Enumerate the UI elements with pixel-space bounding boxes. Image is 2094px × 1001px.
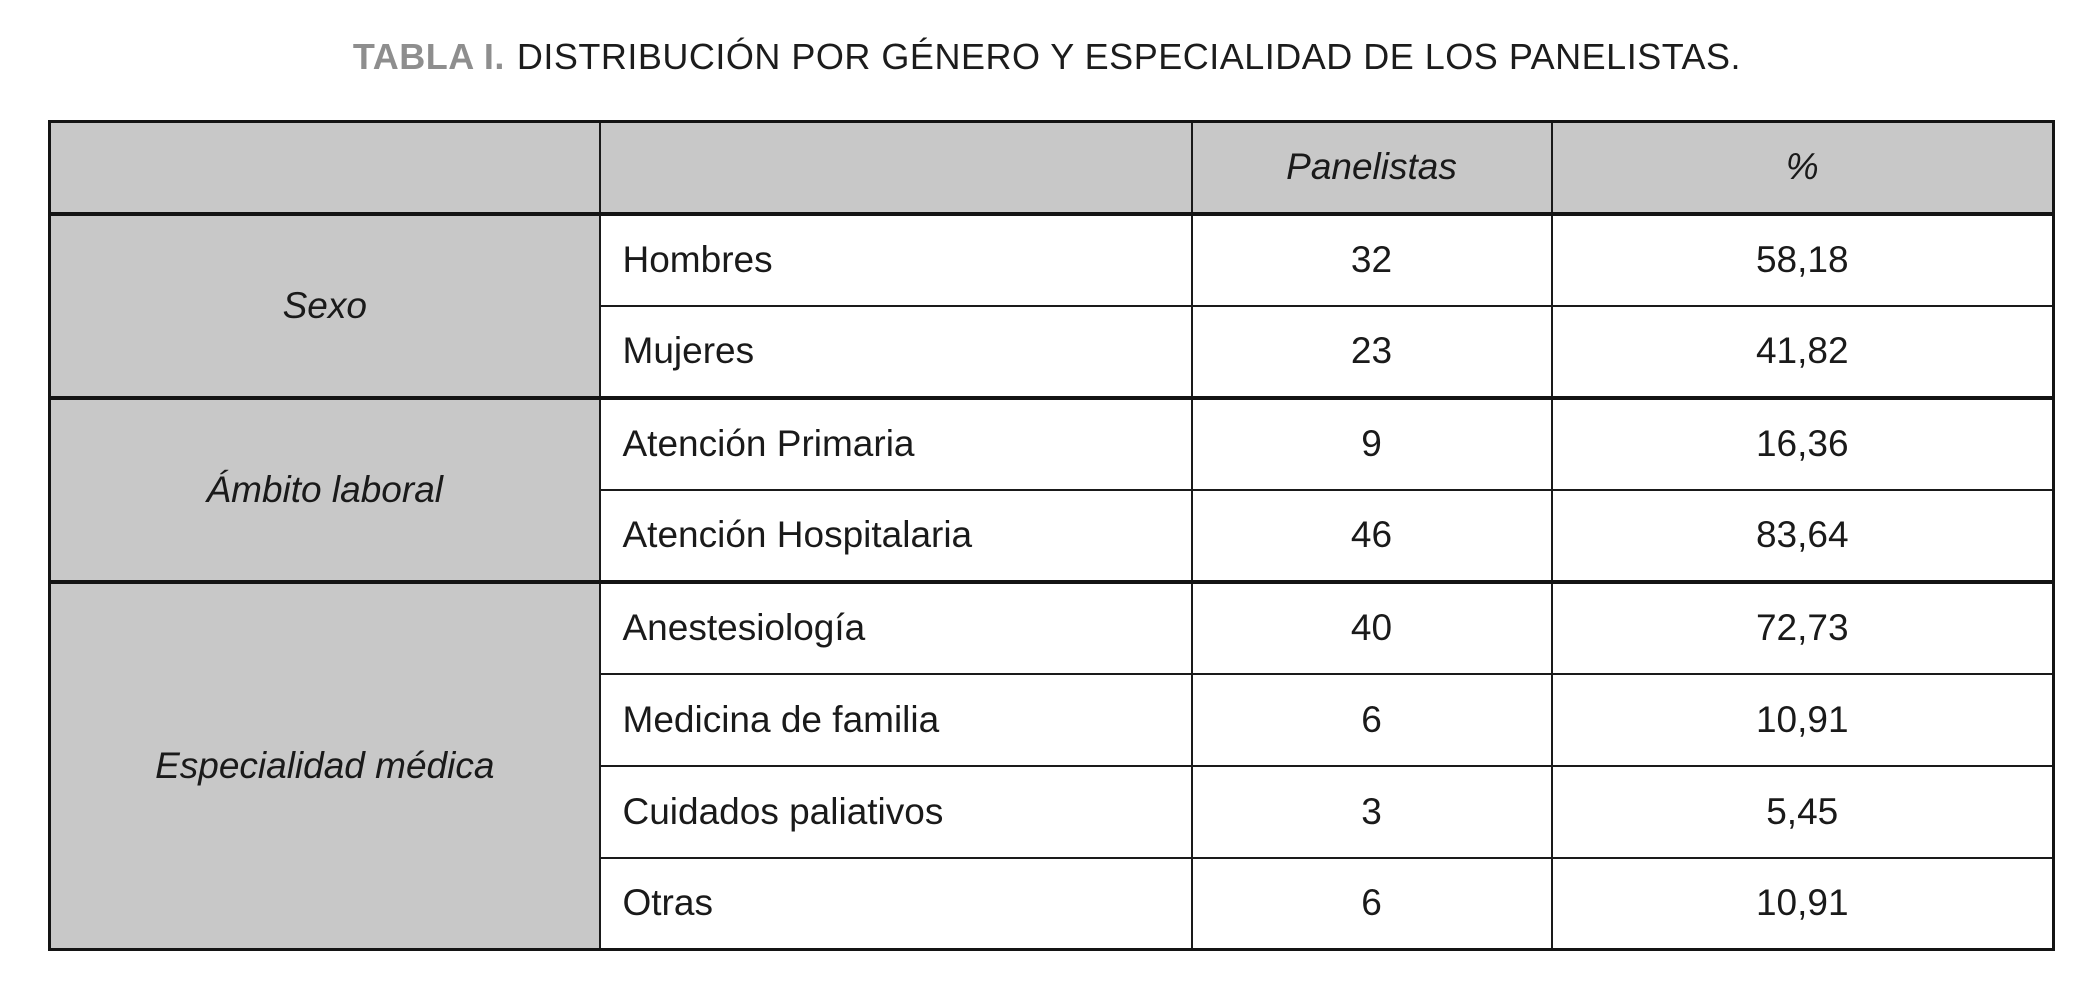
panelistas-cell: 9 <box>1192 398 1552 490</box>
percent-cell: 72,73 <box>1552 582 2054 674</box>
percent-cell: 5,45 <box>1552 766 2054 858</box>
table-row <box>50 398 2054 490</box>
panelistas-cell: 3 <box>1192 766 1552 858</box>
table-body <box>50 214 2054 950</box>
header-row <box>50 122 2054 214</box>
panelists-table <box>48 120 2055 951</box>
category-cell: Hombres <box>600 214 1192 306</box>
panelistas-cell: 40 <box>1192 582 1552 674</box>
table-header <box>50 122 2054 214</box>
category-cell: Atención Hospitalaria <box>600 490 1192 582</box>
category-cell: Anestesiología <box>600 582 1192 674</box>
group-cell-sexo: Sexo <box>50 214 600 398</box>
percent-cell: 10,91 <box>1552 674 2054 766</box>
header-cell-empty-category <box>600 122 1192 214</box>
table-title <box>0 36 2094 78</box>
header-cell-panelistas: Panelistas <box>1192 122 1552 214</box>
percent-cell: 10,91 <box>1552 858 2054 950</box>
table-row <box>50 214 2054 306</box>
header-cell-percent: % <box>1552 122 2054 214</box>
percent-cell: 41,82 <box>1552 306 2054 398</box>
table-row <box>50 582 2054 674</box>
category-cell: Mujeres <box>600 306 1192 398</box>
panelistas-cell: 23 <box>1192 306 1552 398</box>
group-cell-especialidad-medica: Especialidad médica <box>50 582 600 950</box>
header-cell-empty-group <box>50 122 600 214</box>
percent-cell: 83,64 <box>1552 490 2054 582</box>
percent-cell: 16,36 <box>1552 398 2054 490</box>
panelistas-cell: 6 <box>1192 858 1552 950</box>
category-cell: Otras <box>600 858 1192 950</box>
group-cell-ambito-laboral: Ámbito laboral <box>50 398 600 582</box>
panelistas-cell: 32 <box>1192 214 1552 306</box>
category-cell: Medicina de familia <box>600 674 1192 766</box>
panelistas-cell: 6 <box>1192 674 1552 766</box>
category-cell: Cuidados paliativos <box>600 766 1192 858</box>
category-cell: Atención Primaria <box>600 398 1192 490</box>
table-title-label: TABLA I. <box>352 36 505 77</box>
table-title-text: DISTRIBUCIÓN POR GÉNERO Y ESPECIALIDAD DE LOS PANELISTAS. <box>516 36 1742 77</box>
percent-cell: 58,18 <box>1552 214 2054 306</box>
panelistas-cell: 46 <box>1192 490 1552 582</box>
